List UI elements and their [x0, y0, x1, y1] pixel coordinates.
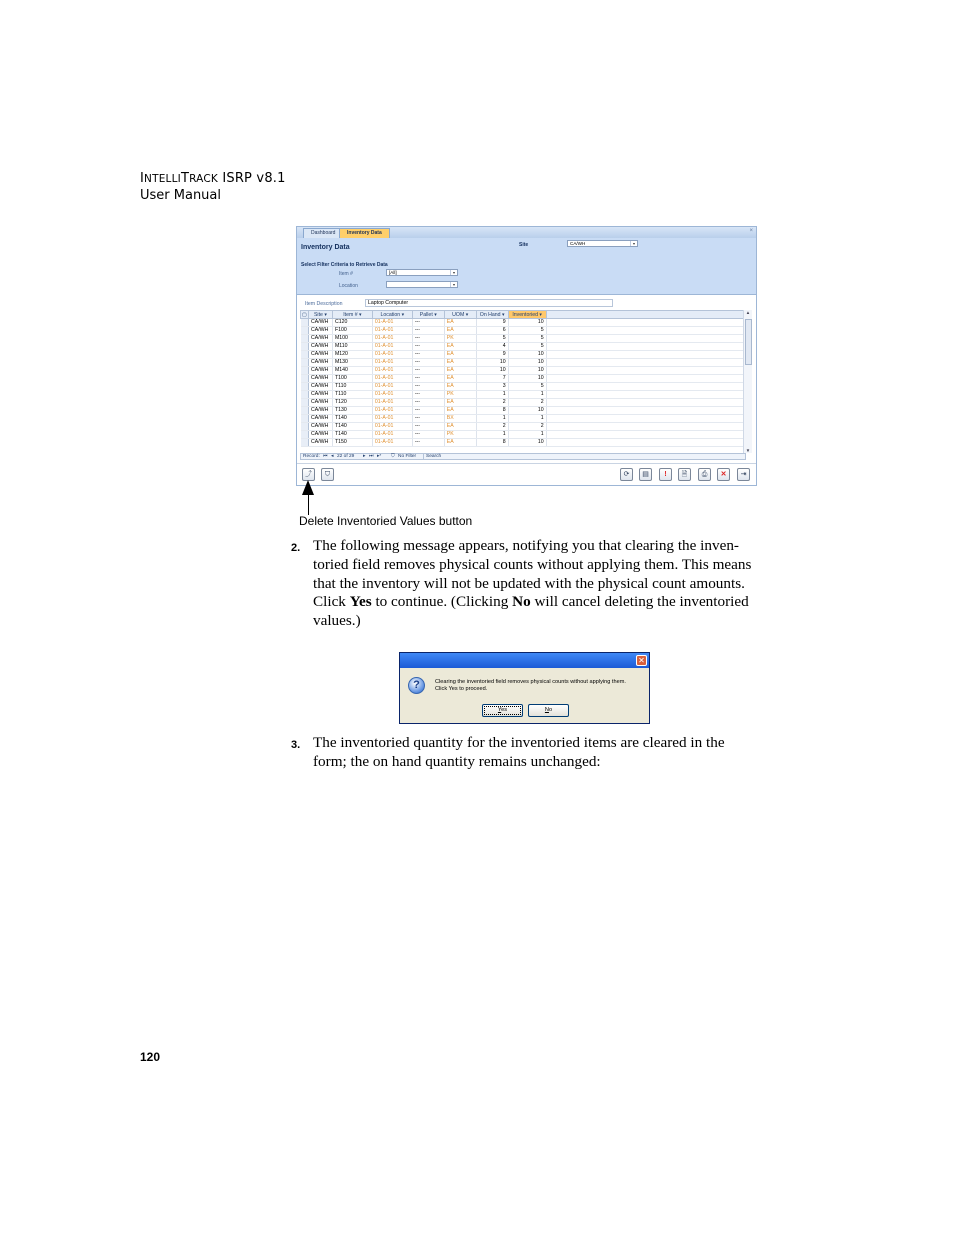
table-row[interactable] [301, 431, 746, 439]
table-cell[interactable]: --- [412, 415, 444, 423]
table-cell[interactable]: CA/WH [308, 327, 332, 335]
table-cell[interactable]: M110 [332, 343, 372, 351]
row-selector[interactable] [301, 391, 309, 399]
table-cell[interactable]: 01-A-01 [372, 343, 412, 351]
inventory-grid [300, 310, 746, 460]
inventory-data-screenshot [296, 226, 757, 486]
table-cell[interactable]: 1 [508, 431, 546, 439]
tab-dashboard[interactable]: Dashboard [303, 228, 343, 238]
table-cell[interactable]: T140 [332, 431, 372, 439]
callout-arrow-icon [302, 480, 314, 495]
table-cell[interactable]: --- [412, 319, 444, 327]
running-header-subtitle: User Manual [140, 188, 222, 203]
scroll-thumb[interactable] [745, 319, 752, 365]
table-cell[interactable]: CA/WH [308, 359, 332, 367]
table-cell[interactable]: CA/WH [308, 343, 332, 351]
table-cell[interactable]: 10 [508, 439, 546, 447]
table-cell[interactable]: 10 [508, 351, 546, 359]
table-cell-empty [546, 415, 745, 423]
table-cell[interactable]: EA [444, 343, 476, 351]
row-selector[interactable] [301, 343, 309, 351]
site-select[interactable]: CA/WH ▾ [567, 240, 638, 247]
table-row[interactable] [301, 327, 746, 335]
table-cell[interactable]: CA/WH [308, 423, 332, 431]
table-cell-empty [546, 431, 745, 439]
record-navigator [300, 453, 746, 460]
select-all-cell[interactable]: ▢ [302, 311, 307, 318]
table-row[interactable] [301, 335, 746, 343]
table-cell-empty [546, 343, 745, 351]
table-cell[interactable]: M140 [332, 367, 372, 375]
table-cell[interactable]: 01-A-01 [372, 375, 412, 383]
table-cell[interactable]: EA [444, 327, 476, 335]
exit-button[interactable]: ⇥ [737, 468, 750, 481]
table-cell[interactable]: T150 [332, 439, 372, 447]
table-cell[interactable]: 2 [508, 399, 546, 407]
last-record-icon[interactable]: ⏭ [369, 454, 374, 459]
table-row[interactable] [301, 343, 746, 351]
row-selector[interactable] [301, 335, 309, 343]
table-cell[interactable]: --- [412, 439, 444, 447]
scroll-down-icon[interactable]: ▼ [745, 448, 751, 453]
table-cell[interactable]: 01-A-01 [372, 359, 412, 367]
table-cell[interactable]: 01-A-01 [372, 423, 412, 431]
table-cell[interactable]: T140 [332, 423, 372, 431]
table-cell[interactable]: M130 [332, 359, 372, 367]
table-cell[interactable]: T130 [332, 407, 372, 415]
table-cell-empty [546, 375, 745, 383]
table-row[interactable] [301, 439, 746, 447]
table-cell[interactable]: EA [444, 407, 476, 415]
table-cell-empty [546, 359, 745, 367]
step-text: The following message appears, notifying you that clearing the inven-toried field removes physical counts without applying them. This means that the inventory will not be updated with the physical count amounts. Click Yes to continue. (Clicking No will cancel deleting the inventoried values.) [313, 537, 752, 630]
close-icon[interactable]: ✕ [636, 655, 647, 666]
table-cell[interactable]: --- [412, 351, 444, 359]
table-cell[interactable]: --- [412, 375, 444, 383]
table-cell[interactable]: 5 [508, 335, 546, 343]
form-toolbar [297, 463, 756, 486]
delete-button[interactable]: ✕ [717, 468, 730, 481]
table-cell[interactable]: 1 [508, 391, 546, 399]
close-icon[interactable]: × [749, 228, 753, 234]
filter-button[interactable]: ⛉ [321, 468, 334, 481]
column-header-location[interactable]: Location ▾ [372, 311, 412, 319]
tab-inventory-data[interactable]: Inventory Data [339, 228, 390, 238]
table-cell[interactable]: 01-A-01 [372, 439, 412, 447]
table-cell-empty [546, 407, 745, 415]
item-description-label: Item Description [305, 301, 343, 307]
table-cell[interactable]: CA/WH [308, 431, 332, 439]
table-row[interactable] [301, 351, 746, 359]
table-cell[interactable]: --- [412, 391, 444, 399]
table-cell[interactable]: 5 [476, 335, 508, 343]
table-cell[interactable]: 1 [508, 415, 546, 423]
next-record-icon[interactable]: ▸ [363, 454, 366, 459]
row-selector[interactable] [301, 383, 309, 391]
scroll-up-icon[interactable]: ▲ [745, 310, 751, 315]
row-selector[interactable] [301, 399, 309, 407]
page-number: 120 [140, 1050, 161, 1064]
table-cell[interactable]: 2 [476, 423, 508, 431]
table-cell[interactable]: CA/WH [308, 335, 332, 343]
first-record-icon[interactable]: ⏮ [323, 454, 328, 459]
table-cell[interactable]: T120 [332, 399, 372, 407]
table-cell[interactable]: EA [444, 367, 476, 375]
table-cell[interactable]: 4 [476, 343, 508, 351]
table-cell[interactable]: T140 [332, 415, 372, 423]
table-cell[interactable]: --- [412, 359, 444, 367]
chevron-down-icon: ▾ [450, 270, 457, 275]
table-cell[interactable]: CA/WH [308, 399, 332, 407]
alert-button[interactable]: ! [659, 468, 672, 481]
grid-header-row [301, 311, 746, 319]
table-cell-empty [546, 423, 745, 431]
row-selector[interactable] [301, 367, 309, 375]
table-cell[interactable]: 1 [476, 431, 508, 439]
item-description-field[interactable]: Laptop Computer [365, 299, 613, 307]
table-cell[interactable]: CA/WH [308, 407, 332, 415]
table-cell[interactable]: 01-A-01 [372, 335, 412, 343]
table-cell[interactable]: EA [444, 439, 476, 447]
table-cell[interactable]: T110 [332, 383, 372, 391]
step-number: 3. [291, 739, 301, 751]
table-cell[interactable]: 6 [476, 327, 508, 335]
dialog-message: Clearing the inventoried field removes physical counts without applying them. Click Yes to proceed. [435, 679, 626, 692]
table-cell[interactable]: --- [412, 423, 444, 431]
table-cell[interactable]: 9 [476, 319, 508, 327]
column-header-uom[interactable]: UOM ▾ [444, 311, 476, 319]
report-button[interactable]: 🗎 [678, 468, 691, 481]
column-header-pallet[interactable]: Pallet ▾ [412, 311, 444, 319]
search-box[interactable]: Search [423, 454, 458, 460]
step-text: The inventoried quantity for the inventoried items are cleared in the form; the on hand quantity remains unchanged: [313, 734, 725, 770]
table-cell[interactable]: 5 [508, 383, 546, 391]
table-cell[interactable]: CA/WH [308, 375, 332, 383]
form-title: Inventory Data [301, 244, 350, 251]
column-header-item[interactable]: Item # ▾ [332, 311, 372, 319]
table-cell-empty [546, 335, 745, 343]
filter-icon: ⛉ [391, 454, 395, 459]
table-cell[interactable]: --- [412, 431, 444, 439]
table-row[interactable] [301, 399, 746, 407]
table-cell[interactable]: 10 [476, 367, 508, 375]
table-cell[interactable]: CA/WH [308, 319, 332, 327]
dialog-title-bar [400, 653, 649, 668]
table-cell[interactable]: 9 [476, 351, 508, 359]
item-label: Item # [339, 271, 353, 277]
callout-label: Delete Inventoried Values button [299, 514, 473, 528]
table-cell[interactable]: 5 [508, 327, 546, 335]
table-cell[interactable]: F100 [332, 327, 372, 335]
table-cell[interactable]: 2 [476, 399, 508, 407]
table-row[interactable] [301, 383, 746, 391]
table-cell[interactable]: 1 [476, 415, 508, 423]
table-cell[interactable]: 01-A-01 [372, 431, 412, 439]
chevron-down-icon: ▾ [450, 282, 457, 287]
import-button[interactable]: ▤ [639, 468, 652, 481]
filter-heading: Select Filter Criteria to Retrieve Data [301, 262, 388, 268]
table-cell[interactable]: 01-A-01 [372, 319, 412, 327]
table-row[interactable] [301, 407, 746, 415]
chevron-down-icon: ▾ [630, 241, 637, 246]
table-cell[interactable]: EA [444, 375, 476, 383]
table-cell[interactable]: M100 [332, 335, 372, 343]
table-cell-empty [546, 351, 745, 359]
callout-line [308, 494, 309, 515]
table-cell[interactable]: CA/WH [308, 383, 332, 391]
table-row[interactable] [301, 375, 746, 383]
vertical-scrollbar[interactable] [743, 310, 752, 453]
row-selector[interactable] [301, 319, 309, 327]
table-cell[interactable]: 01-A-01 [372, 391, 412, 399]
row-selector[interactable] [301, 375, 309, 383]
new-record-icon[interactable]: ▸* [377, 454, 382, 459]
table-cell[interactable]: --- [412, 399, 444, 407]
row-selector[interactable] [301, 431, 309, 439]
running-header-title: INTELLITRACK ISRP v8.1 [140, 171, 286, 186]
filter-status[interactable]: No Filter [398, 454, 417, 459]
step-number: 2. [291, 542, 301, 554]
table-row[interactable] [301, 359, 746, 367]
table-cell[interactable]: --- [412, 367, 444, 375]
table-row[interactable] [301, 423, 746, 431]
table-cell[interactable]: CA/WH [308, 415, 332, 423]
table-cell-empty [546, 367, 745, 375]
table-cell[interactable]: --- [412, 383, 444, 391]
table-cell[interactable]: CA/WH [308, 439, 332, 447]
table-cell[interactable]: PK [444, 391, 476, 399]
table-cell-empty [546, 327, 745, 335]
column-header-on-hand[interactable]: On Hand ▾ [476, 311, 508, 319]
table-cell[interactable]: EA [444, 383, 476, 391]
prev-record-icon[interactable]: ◂ [331, 454, 334, 459]
no-button[interactable]: No [528, 704, 569, 717]
table-cell[interactable]: CA/WH [308, 391, 332, 399]
row-selector[interactable] [301, 327, 309, 335]
table-cell-empty [546, 439, 745, 447]
row-selector[interactable] [301, 359, 309, 367]
table-cell[interactable]: 10 [508, 367, 546, 375]
table-cell[interactable]: C120 [332, 319, 372, 327]
refresh-button[interactable]: ⟳ [620, 468, 633, 481]
row-selector[interactable] [301, 407, 309, 415]
table-cell[interactable]: --- [412, 335, 444, 343]
table-cell[interactable]: 8 [476, 439, 508, 447]
table-cell[interactable]: 01-A-01 [372, 399, 412, 407]
table-cell[interactable]: 10 [508, 359, 546, 367]
table-cell[interactable]: --- [412, 343, 444, 351]
table-cell[interactable]: 01-A-01 [372, 407, 412, 415]
table-row[interactable] [301, 319, 746, 327]
table-cell[interactable]: 10 [508, 319, 546, 327]
table-cell[interactable]: EA [444, 423, 476, 431]
table-cell-empty [546, 319, 745, 327]
table-cell[interactable]: T100 [332, 375, 372, 383]
table-cell[interactable]: EA [444, 399, 476, 407]
column-header-site[interactable]: Site ▾ [308, 311, 332, 319]
site-label: Site [519, 242, 529, 248]
column-header-empty [546, 311, 745, 319]
table-cell[interactable]: 10 [508, 375, 546, 383]
print-button[interactable]: ⎙ [698, 468, 711, 481]
table-cell[interactable]: EA [444, 359, 476, 367]
record-label: Record: [303, 454, 320, 459]
table-cell[interactable]: 01-A-01 [372, 367, 412, 375]
table-cell[interactable]: 8 [476, 407, 508, 415]
table-cell[interactable]: T110 [332, 391, 372, 399]
table-cell[interactable]: PK [444, 335, 476, 343]
location-select[interactable] [386, 281, 458, 288]
table-cell-empty [546, 399, 745, 407]
table-cell[interactable]: 10 [508, 407, 546, 415]
filter-panel [297, 238, 756, 295]
delete-inventoried-values-button[interactable]: ⤴ [302, 468, 315, 481]
table-cell[interactable]: 01-A-01 [372, 327, 412, 335]
row-selector[interactable] [301, 423, 309, 431]
yes-button[interactable]: Yes [482, 704, 523, 717]
table-cell[interactable]: BX [444, 415, 476, 423]
row-selector[interactable] [301, 415, 309, 423]
table-cell[interactable]: PK [444, 431, 476, 439]
table-cell[interactable]: --- [412, 327, 444, 335]
row-selector[interactable] [301, 439, 309, 447]
table-cell[interactable]: 3 [476, 383, 508, 391]
table-cell[interactable]: --- [412, 407, 444, 415]
record-position[interactable]: 22 of 29 [337, 454, 355, 459]
table-cell[interactable]: 1 [476, 391, 508, 399]
table-cell[interactable]: CA/WH [308, 367, 332, 375]
confirm-dialog [399, 652, 650, 724]
table-cell[interactable]: 01-A-01 [372, 415, 412, 423]
column-header-inventoried[interactable]: Inventoried ▾ [508, 311, 546, 319]
row-selector[interactable] [301, 351, 309, 359]
table-cell[interactable]: 01-A-01 [372, 351, 412, 359]
table-cell[interactable]: EA [444, 319, 476, 327]
table-cell[interactable]: 10 [476, 359, 508, 367]
table-row[interactable] [301, 391, 746, 399]
table-cell[interactable]: M120 [332, 351, 372, 359]
item-select[interactable]: [All] ▾ [386, 269, 458, 276]
table-row[interactable] [301, 415, 746, 423]
table-cell-empty [546, 391, 745, 399]
table-cell-empty [546, 383, 745, 391]
table-row[interactable] [301, 367, 746, 375]
table-cell[interactable]: 2 [508, 423, 546, 431]
location-label: Location [339, 283, 358, 289]
table-cell[interactable]: CA/WH [308, 351, 332, 359]
table-cell[interactable]: 5 [508, 343, 546, 351]
question-icon: ? [408, 677, 425, 694]
table-cell[interactable]: 01-A-01 [372, 383, 412, 391]
table-cell[interactable]: 7 [476, 375, 508, 383]
table-cell[interactable]: EA [444, 351, 476, 359]
